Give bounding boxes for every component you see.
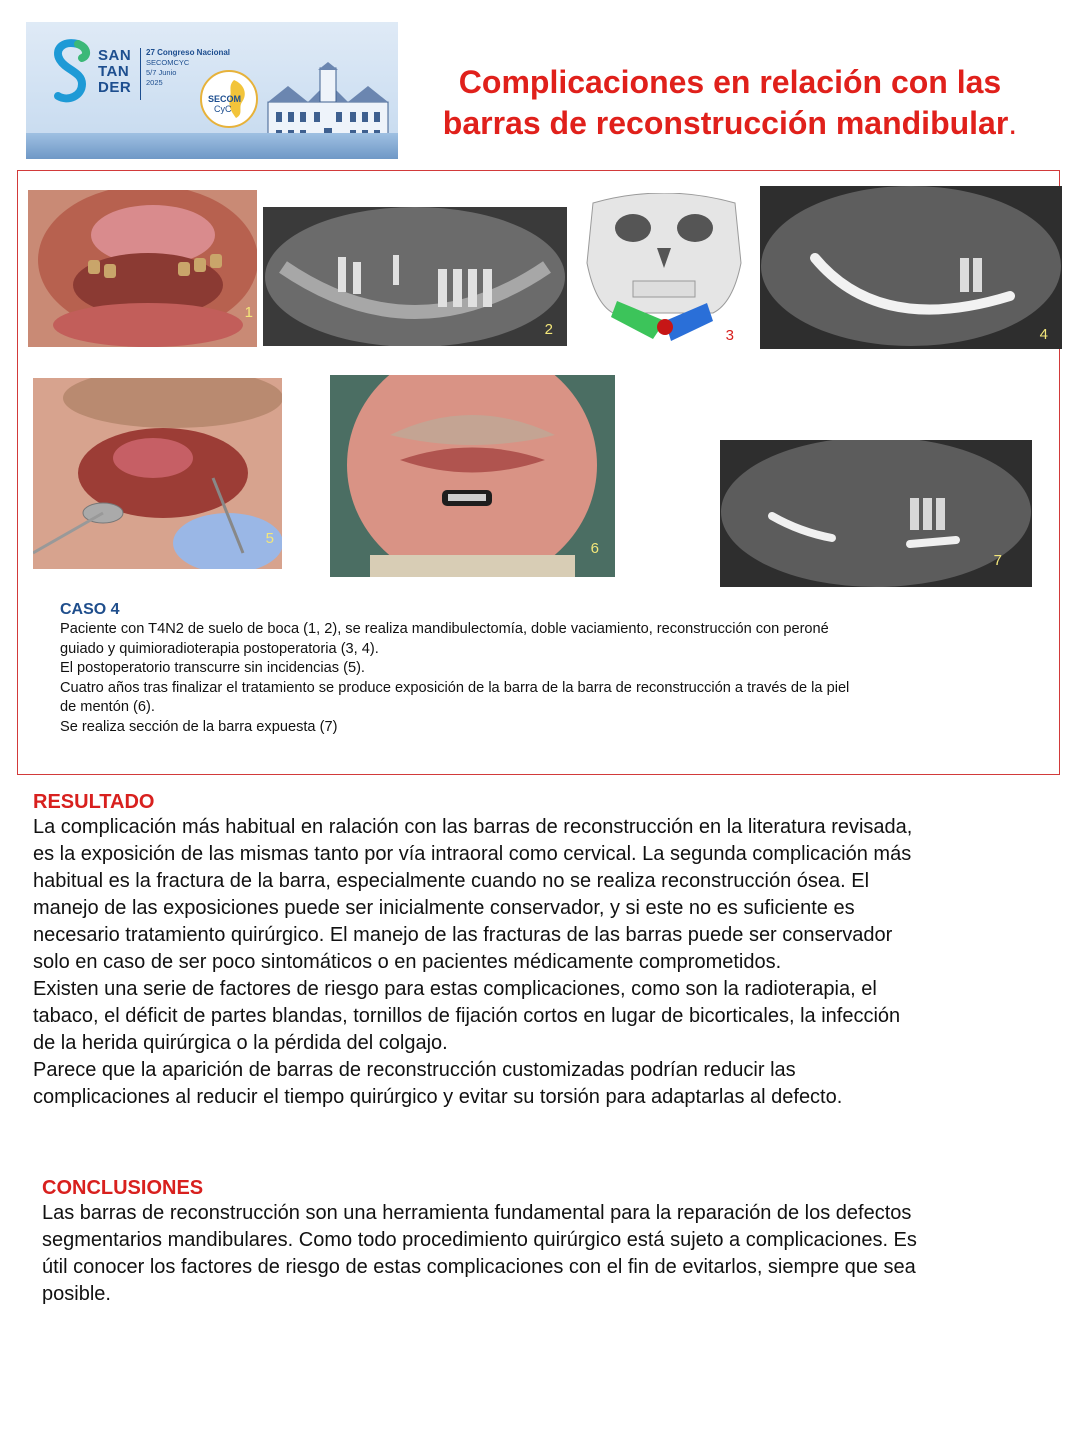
panoramic-xray-plate-icon [760, 186, 1062, 349]
figure-2-panoramic-xray [263, 207, 567, 346]
skull-model-icon [573, 193, 756, 348]
results-line: es la exposición de las mismas tanto por vía intraoral como cervical. La segunda complicación más [33, 843, 912, 865]
results-heading: RESULTADO [33, 791, 155, 813]
results-line: Parece que la aparición de barras de reconstrucción customizadas podrían reducir las [33, 1059, 796, 1081]
results-section [33, 790, 1053, 1111]
title-period: . [1008, 105, 1018, 141]
figure-4-panoramic-xray-plate [760, 186, 1062, 349]
figure-7-panoramic-xray-cut [720, 440, 1032, 587]
results-line: habitual es la fractura de la barra, especialmente cuando no se realiza reconstrucción ósea. El [33, 870, 870, 892]
conclusions-line: segmentarios mandibulares. Como todo procedimiento quirúrgico está sujeto a complicaciones. Es [42, 1229, 917, 1251]
congress-year: 2025 [146, 78, 163, 87]
results-line: tabaco, el déficit de partes blandas, tornillos de fijación cortos en lugar de bicorticales, la infección [33, 1005, 901, 1027]
figure-3-3d-model [573, 193, 756, 348]
figure-number: 2 [544, 321, 553, 338]
results-line: complicaciones al reducir el tiempo quirúrgico y evitar su torsión para adaptarlas al defecto. [33, 1086, 843, 1108]
intraoral-photo-icon [28, 190, 257, 347]
case-line: El postoperatorio transcurre sin incidencias (5). [60, 660, 365, 676]
figure-1-intraoral-photo [28, 190, 257, 347]
svg-text:SECOM: SECOM [208, 94, 242, 104]
conclusions-line: útil conocer los factores de riesgo de estas complicaciones con el fin de evitarlos, siempre que sea [42, 1256, 916, 1278]
title-line-2: barras de reconstrucción mandibular [442, 105, 1009, 141]
secom-seal-icon [198, 68, 260, 130]
case-line: de mentón (6). [60, 699, 155, 715]
title-line-1: Complicaciones en relación con las [458, 64, 1002, 100]
congress-dates: 5/7 Junio [146, 68, 177, 77]
figure-5-intraoral-photo [33, 378, 282, 569]
case-line: Paciente con T4N2 de suelo de boca (1, 2), se realiza mandibulectomía, doble vaciamiento, reconstrucción con peroné [60, 621, 829, 637]
figure-number: 4 [1039, 326, 1048, 343]
conclusions-line: Las barras de reconstrucción son una herramienta fundamental para la reparación de los defectos [42, 1202, 912, 1224]
results-line: manejo de las exposiciones puede ser inicialmente conservador, y si este no es suficiente es [33, 897, 855, 919]
figure-number: 5 [265, 530, 274, 547]
congress-banner [26, 22, 398, 159]
intraoral-exam-icon [33, 378, 282, 569]
results-line: Existen una serie de factores de riesgo para estas complicaciones, como son la radioterapia, el [33, 978, 877, 1000]
banner-divider [140, 48, 141, 100]
results-line: solo en caso de ser poco sintomáticos o en pacientes médicamente comprometidos. [33, 951, 782, 973]
case-title: CASO 4 [60, 601, 120, 618]
results-line: de la herida quirúrgica o la pérdida del colgajo. [33, 1032, 448, 1054]
svg-text:CyC: CyC [214, 104, 232, 114]
figure-number: 7 [993, 552, 1002, 569]
congress-name: 27 Congreso Nacional [146, 48, 231, 57]
conclusions-section [42, 1176, 1062, 1308]
figure-number: 1 [244, 304, 253, 321]
panoramic-xray-cut-plate-icon [720, 440, 1032, 587]
case-description [60, 600, 1040, 737]
poster-title [420, 62, 1040, 144]
banner-ground [26, 133, 398, 159]
city-line: SAN [98, 47, 132, 64]
city-line: DER [98, 79, 132, 96]
city-wordmark [98, 48, 131, 96]
congress-society: SECOMCYC [146, 58, 190, 67]
case-line: guiado y quimioradioterapia postoperatoria (3, 4). [60, 640, 379, 657]
results-line: necesario tratamiento quirúrgico. El manejo de las fracturas de las barras puede ser conservador [33, 924, 893, 946]
chin-exposure-icon [330, 375, 615, 577]
case-line: Cuatro años tras finalizar el tratamiento se produce exposición de la barra de la barra de reconstrucción a través de la piel [60, 679, 850, 696]
figure-6-chin-photo [330, 375, 615, 577]
case-line: Se realiza sección de la barra expuesta (7) [60, 718, 338, 735]
santander-logo-icon [48, 36, 94, 106]
figure-number: 6 [590, 540, 599, 557]
conclusions-heading: CONCLUSIONES [42, 1177, 204, 1199]
city-line: TAN [98, 63, 130, 80]
panoramic-xray-icon [263, 207, 567, 346]
conclusions-line: posible. [42, 1283, 111, 1305]
results-line: La complicación más habitual en ralación con las barras de reconstrucción en la literatura revisada, [33, 816, 913, 838]
figure-number: 3 [725, 327, 734, 344]
